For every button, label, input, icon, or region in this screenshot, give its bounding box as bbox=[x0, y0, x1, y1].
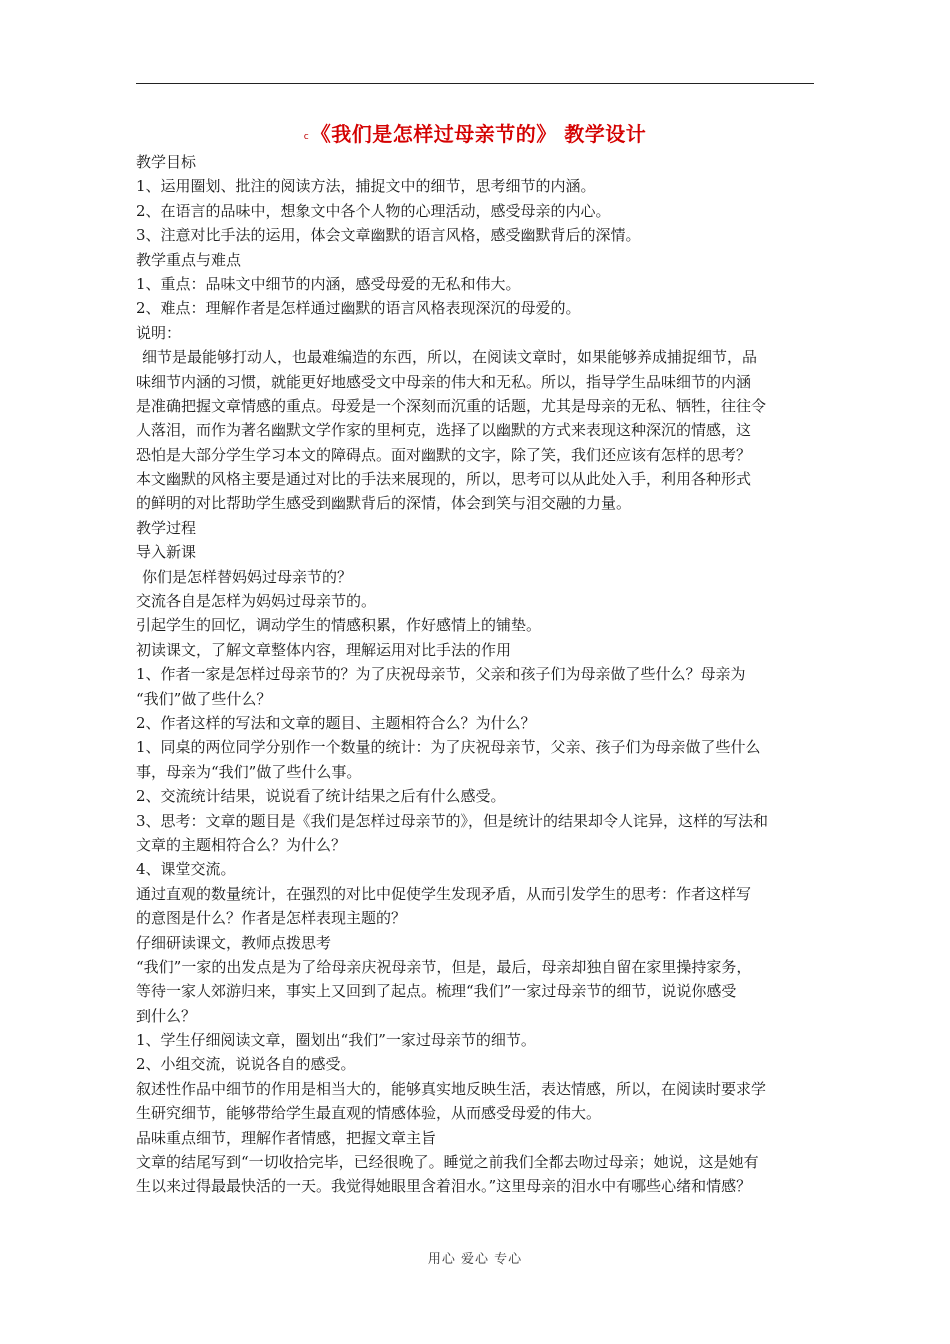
text-line: 2、难点：理解作者是怎样通过幽默的语言风格表现深沉的母爱的。 bbox=[136, 299, 581, 318]
document-title: 《我们是怎样过母亲节的》 教学设计 bbox=[310, 122, 647, 146]
text-line: 2、小组交流，说说各自的感受。 bbox=[136, 1055, 356, 1074]
text-line: 文章的主题相符合么？为什么？ bbox=[136, 835, 347, 854]
text-line: 2、在语言的品味中，想象文中各个人物的心理活动，感受母亲的内心。 bbox=[136, 201, 611, 220]
text-line: 1、学生仔细阅读文章，圈划出“我们”一家过母亲节的细节。 bbox=[136, 1031, 536, 1050]
text-line: 生以来过得最最快活的一天。我觉得她眼里含着泪水。”这里母亲的泪水中有哪些心绪和情感？ bbox=[136, 1177, 752, 1196]
text-line: 你们是怎样替妈妈过母亲节的？ bbox=[142, 567, 353, 586]
text-line: 教学重点与难点 bbox=[136, 250, 242, 269]
text-line: 2、作者这样的写法和文章的题目、主题相符合么？为什么？ bbox=[136, 713, 536, 732]
page-footer: 用心 爱心 专心 bbox=[427, 1252, 523, 1267]
text-line: 导入新课 bbox=[136, 543, 197, 562]
text-line: 事，母亲为“我们”做了些什么事。 bbox=[136, 762, 362, 781]
text-line: 3、注意对比手法的运用，体会文章幽默的语言风格，感受幽默背后的深情。 bbox=[136, 226, 641, 245]
text-line: 1、重点：品味文中细节的内涵，感受母爱的无私和伟大。 bbox=[136, 274, 521, 293]
text-line: 是准确把握文章情感的重点。母爱是一个深刻而沉重的话题，尤其是母亲的无私、牺牲，往往令 bbox=[136, 396, 767, 415]
text-line: “我们”做了些什么？ bbox=[136, 689, 272, 708]
text-line: 品味重点细节，理解作者情感，把握文章主旨 bbox=[136, 1128, 437, 1147]
text-line: 1、运用圈划、批注的阅读方法，捕捉文中的细节，思考细节的内涵。 bbox=[136, 177, 596, 196]
text-line: 的意图是什么？作者是怎样表现主题的？ bbox=[136, 909, 407, 928]
text-line: 本文幽默的风格主要是通过对比的手法来展现的，所以，思考可以从此处入手，利用各种形式 bbox=[136, 470, 752, 489]
text-line: 味细节内涵的习惯，就能更好地感受文中母亲的伟大和无私。所以，指导学生品味细节的内涵 bbox=[136, 372, 752, 391]
text-line: 1、作者一家是怎样过母亲节的？为了庆祝母亲节，父亲和孩子们为母亲做了些什么？母亲为 bbox=[136, 665, 746, 684]
text-line: 的鲜明的对比帮助学生感受到幽默背后的深情，体会到笑与泪交融的力量。 bbox=[136, 494, 632, 513]
text-line: 通过直观的数量统计，在强烈的对比中促使学生发现矛盾，从而引发学生的思考：作者这样写 bbox=[136, 884, 752, 903]
text-line: 到什么？ bbox=[136, 1006, 197, 1025]
title-row bbox=[136, 118, 814, 147]
text-line: “我们”一家的出发点是为了给母亲庆祝母亲节，但是，最后，母亲却独自留在家里操持家务， bbox=[136, 957, 752, 976]
text-line: 仔细研读课文，教师点拨思考 bbox=[136, 933, 332, 952]
title-marker: c bbox=[303, 131, 309, 142]
text-line: 2、交流统计结果，说说看了统计结果之后有什么感受。 bbox=[136, 787, 506, 806]
text-line: 细节是最能够打动人，也最难编造的东西，所以，在阅读文章时，如果能够养成捕捉细节，品 bbox=[142, 348, 758, 367]
document-body bbox=[136, 150, 826, 1199]
text-line: 文章的结尾写到“一切收拾完毕，已经很晚了。睡觉之前我们全都去吻过母亲；她说，这是她有 bbox=[136, 1153, 759, 1172]
text-line: 1、同桌的两位同学分别作一个数量的统计：为了庆祝母亲节，父亲、孩子们为母亲做了些什么 bbox=[136, 738, 761, 757]
text-line: 教学目标 bbox=[136, 153, 197, 171]
text-line: 等待一家人郊游归来，事实上又回到了起点。梳理“我们”一家过母亲节的细节，说说你感受 bbox=[136, 982, 737, 1001]
text-line: 初读课文，了解文章整体内容，理解运用对比手法的作用 bbox=[136, 640, 512, 659]
text-line: 叙述性作品中细节的作用是相当大的，能够真实地反映生活，表达情感，所以，在阅读时要求学 bbox=[136, 1079, 767, 1098]
text-line: 恐怕是大部分学生学习本文的障碍点。面对幽默的文字，除了笑，我们还应该有怎样的思考？ bbox=[136, 445, 752, 464]
text-line: 人落泪，而作为著名幽默文学作家的里柯克，选择了以幽默的方式来表现这种深沉的情感，这 bbox=[136, 421, 752, 440]
text-line: 说明： bbox=[136, 323, 182, 342]
text-line: 教学过程 bbox=[136, 518, 197, 537]
text-line: 4、课堂交流。 bbox=[136, 860, 236, 879]
header-rule bbox=[136, 83, 814, 84]
text-line: 生研究细节，能够带给学生最直观的情感体验，从而感受母爱的伟大。 bbox=[136, 1104, 602, 1123]
text-line: 交流各自是怎样为妈妈过母亲节的。 bbox=[136, 592, 377, 611]
text-line: 3、思考：文章的题目是《我们是怎样过母亲节的》，但是统计的结果却令人诧异，这样的写法和 bbox=[136, 811, 769, 830]
text-line: 引起学生的回忆，调动学生的情感积累，作好感情上的铺垫。 bbox=[136, 616, 542, 635]
